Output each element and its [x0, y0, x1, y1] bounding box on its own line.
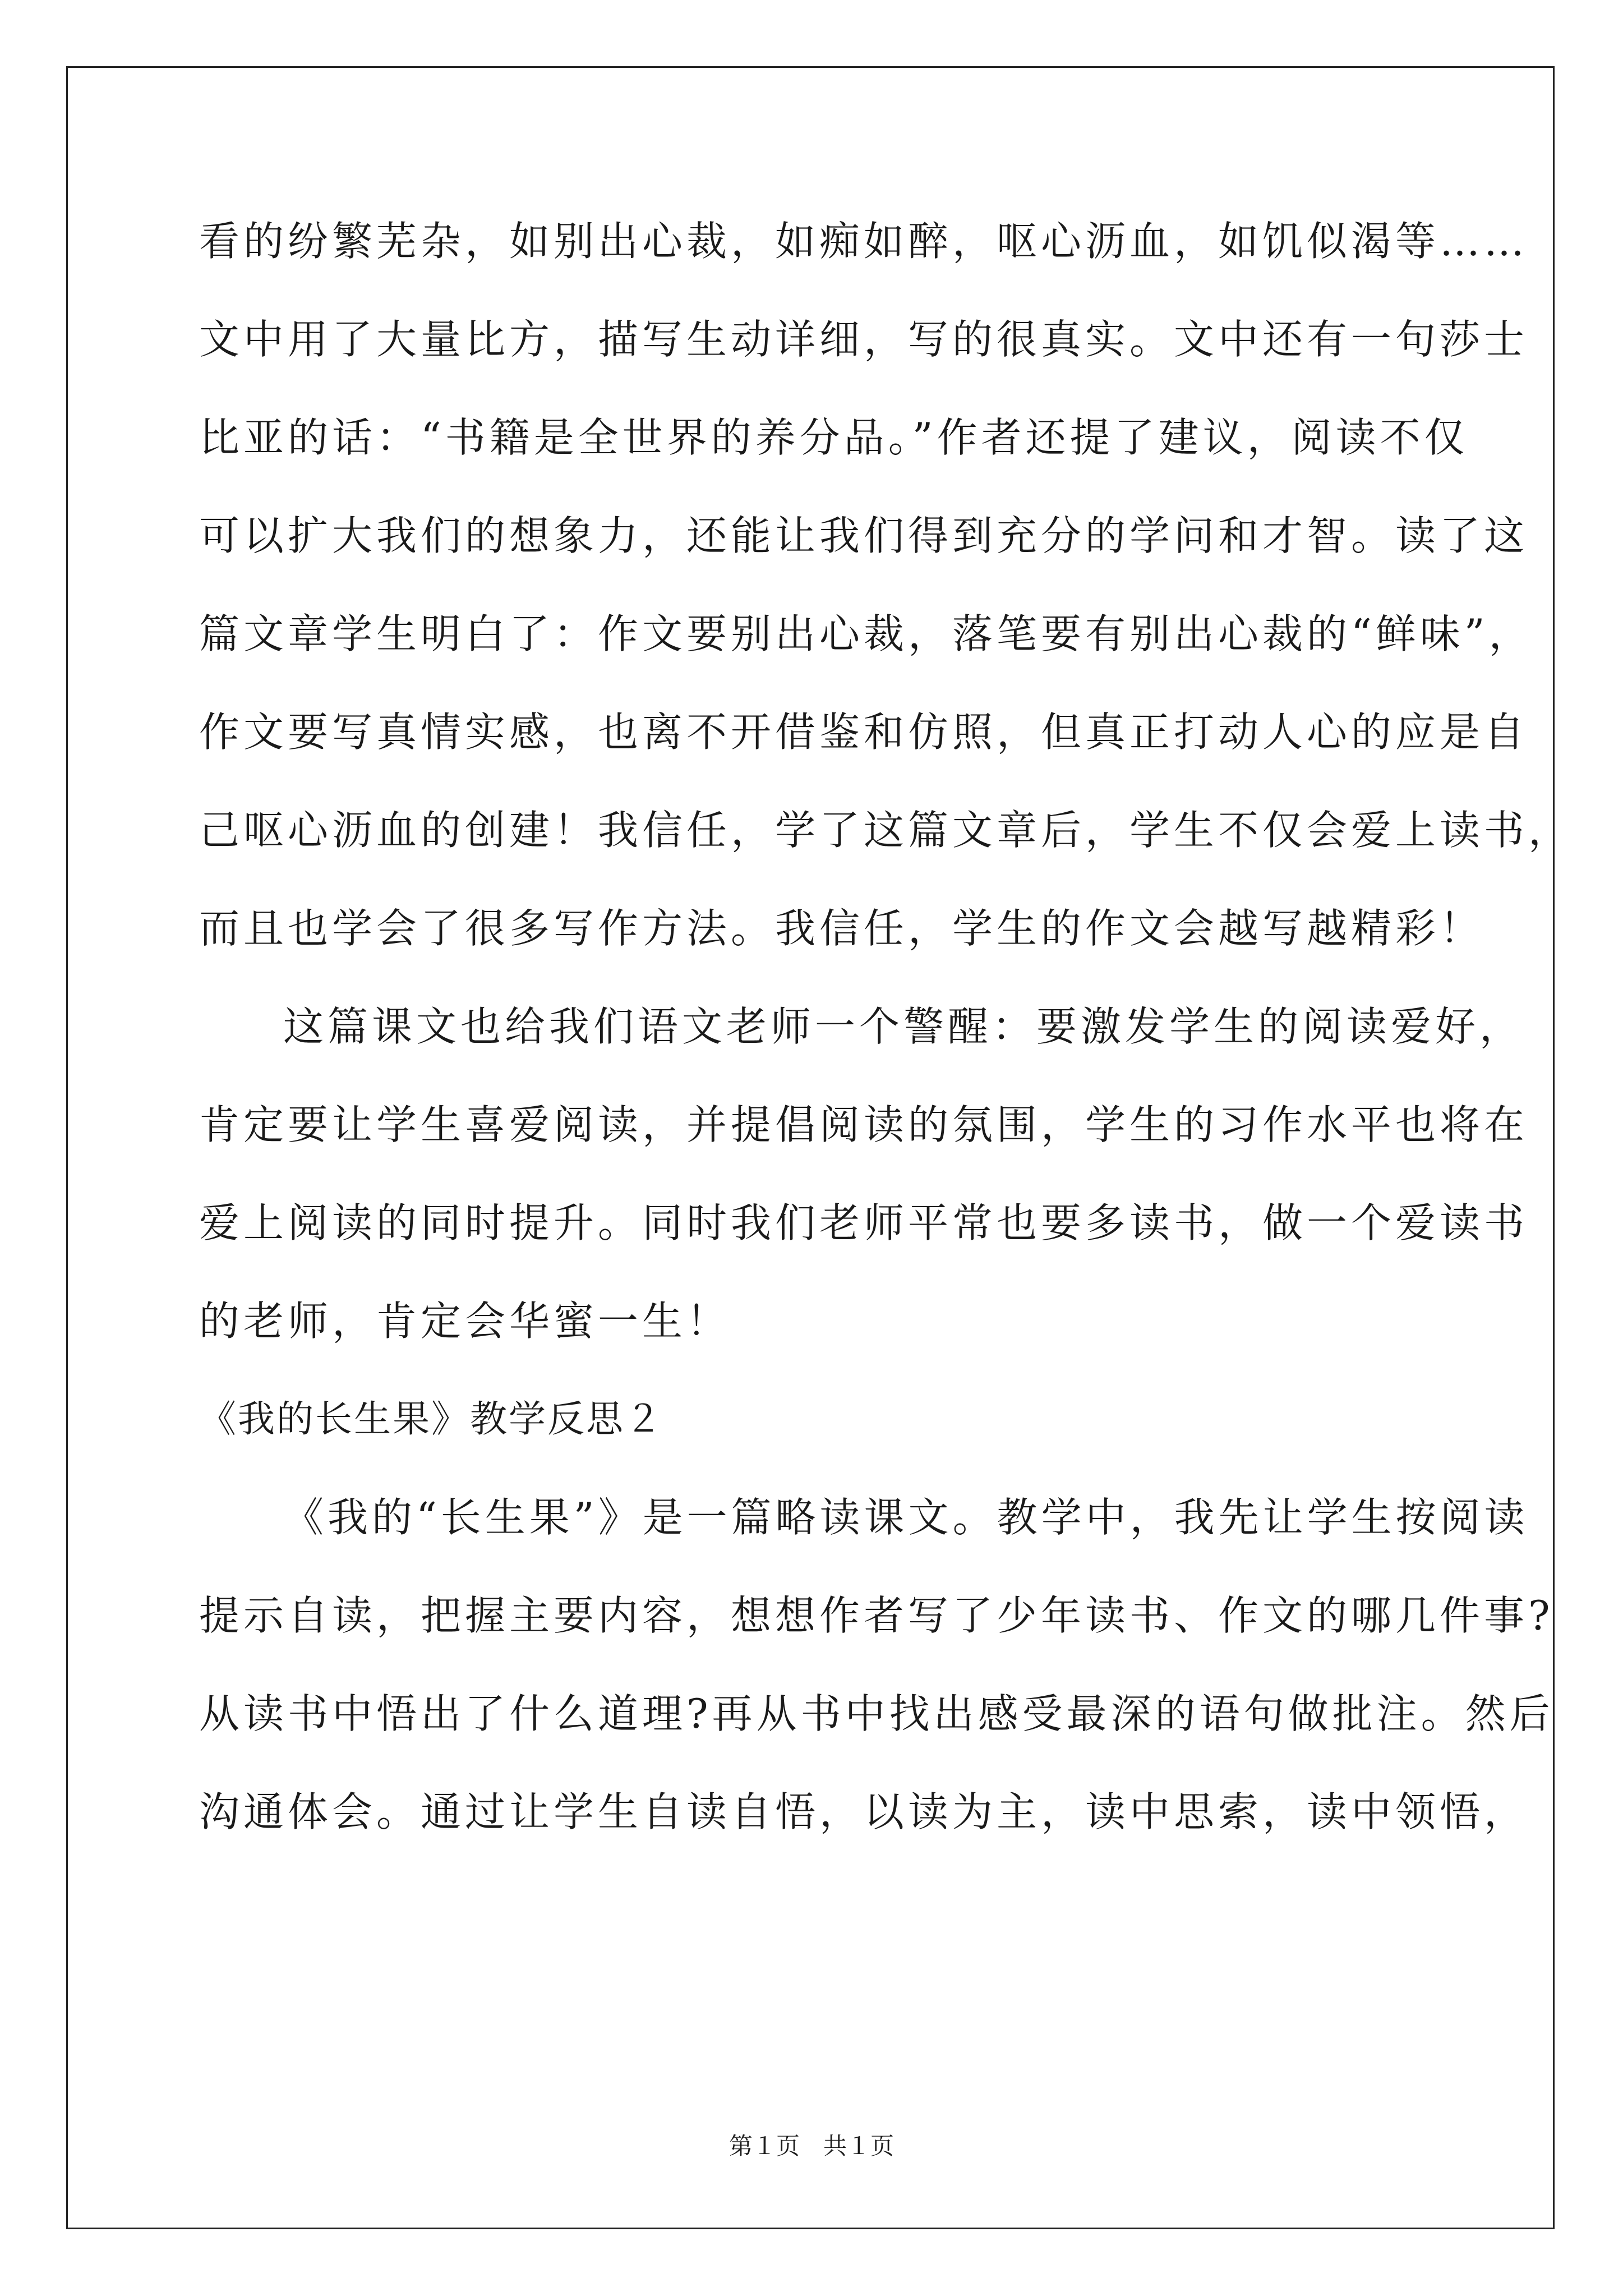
text-line: 作文要写真情实感，也离不开借鉴和仿照，但真正打动人心的应是自 [199, 708, 1529, 756]
text-line: 可以扩大我们的想象力，还能让我们得到充分的学问和才智。读了这 [199, 512, 1529, 559]
text-line: 篇文章学生明白了：作文要别出心裁，落笔要有别出心裁的“鲜味”， [199, 610, 1533, 657]
text-line: 比亚的话：“书籍是全世界的养分品。”作者还提了建议，阅读不仅 [199, 414, 1469, 461]
text-line: 而且也学会了很多写作方法。我信任，学生的作文会越写越精彩！ [199, 905, 1484, 952]
paragraph-start-line: 这篇课文也给我们语文老师一个警醒：要激发学生的阅读爱好， [283, 1003, 1524, 1050]
paragraph-start-line: 《我的“长生果”》是一篇略读课文。教学中，我先让学生按阅读 [283, 1494, 1529, 1541]
text-line: 肯定要让学生喜爱阅读，并提倡阅读的氛围，学生的习作水平也将在 [199, 1101, 1529, 1148]
text-line: 爱上阅读的同时提升。同时我们老师平常也要多读书，做一个爱读书 [199, 1199, 1529, 1246]
text-line: 的老师，肯定会华蜜一生！ [199, 1297, 731, 1345]
section-heading: 《我的长生果》教学反思２ [199, 1397, 663, 1441]
text-line: 从读书中悟出了什么道理?再从书中找出感受最深的语句做批注。然后 [199, 1690, 1554, 1737]
page-number-footer: 第１页 共１页 [728, 2132, 894, 2160]
text-line: 提示自读，把握主要内容，想想作者写了少年读书、作文的哪几件事? [199, 1592, 1554, 1639]
text-line: 己呕心沥血的创建！我信任，学了这篇文章后，学生不仅会爱上读书， [199, 807, 1573, 854]
text-line: 文中用了大量比方，描写生动详细，写的很真实。文中还有一句莎士 [199, 316, 1529, 363]
text-line: 沟通体会。通过让学生自读自悟，以读为主，读中思索，读中领悟， [199, 1788, 1529, 1835]
text-line: 看的纷繁芜杂，如别出心裁，如痴如醉，呕心沥血，如饥似渴等…… [199, 218, 1529, 265]
